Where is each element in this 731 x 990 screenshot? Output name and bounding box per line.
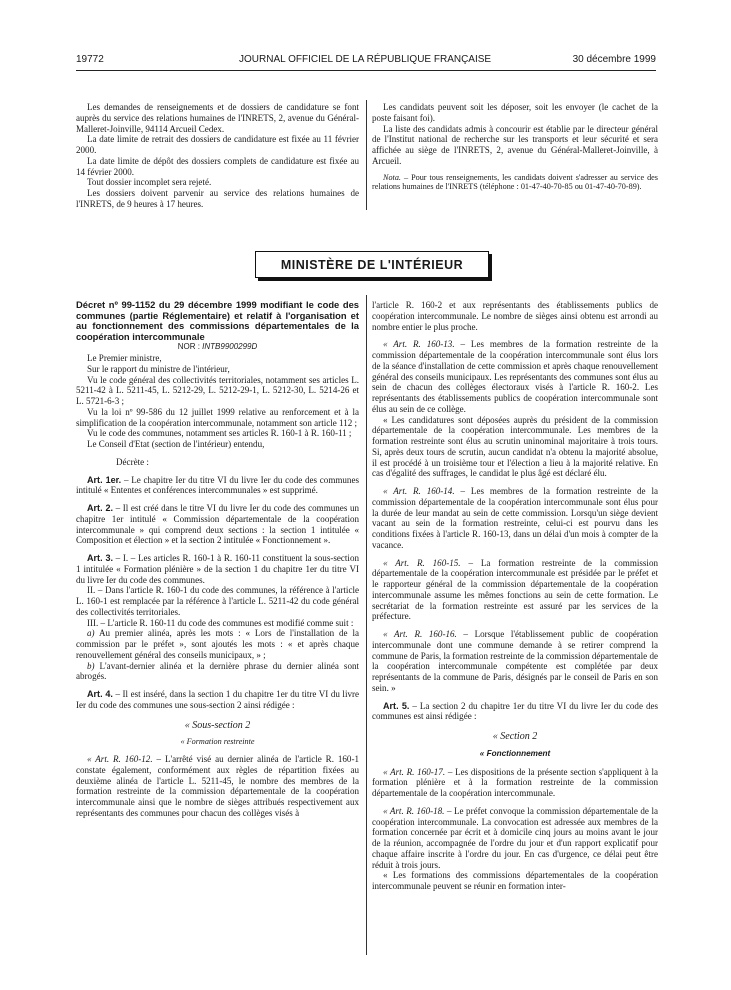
top-left-column [76,102,359,210]
article-r160-15 [372,558,658,623]
main-left-column [76,300,359,819]
article-text: – La formation restreinte de la commission départementale de la coopération intercommunale est présidée par le préfet et le rapporteur général de la commission départementale de la coopération intercommunale assume les mêmes fonctions au sein de cette formation. Le secrétariat de la formation restreinte est assuré par les services de la préfecture. [372,557,658,622]
article-text: – I. – Les articles R. 160-1 à R. 160-11 constituent la sous-section 1 intitulée « Formation plénière » de la section 1 du chapitre 1er du titre VI du livre Ier du code des communes. [76,553,359,585]
paragraph: La liste des candidats admis à concourir est établie par le directeur général de l'Institut national de recherche sur les transports et leur sécurité et sera affichée au siège de l'INRETS, 2, avenue du Général-Malleret-Joinville, à Arcueil. [372,123,658,166]
item-label: a) [87,628,95,639]
article-label: Art. 1er. [87,474,122,485]
article-text: – Il est créé dans le titre VI du livre Ier du code des communes un chapitre 1er intitulé « Commission départementale de la coopération intercommunale » qui comprend deux sections : la section 1 intitulée « Composition et élection » et la section 2 intitulée « Fonctionnement ». [76,503,359,546]
top-right-column [372,102,658,192]
nor-label: NOR : [177,342,203,352]
paragraph: Les dossiers doivent parvenir au service des relations humaines de l'INRETS, de 9 heures à 17 heures. [76,188,359,209]
paragraph: III. – L'article R. 160-11 du code des communes est modifié comme suit : [87,617,354,628]
preamble-line: Sur le rapport du ministre de l'intérieur, [87,363,230,374]
article-text: – Il est inséré, dans la section 1 du chapitre 1er du titre VI du livre Ier du code des communes une sous-section 2 ainsi rédigée : [76,689,360,710]
article-text: – Les membres de la formation restreinte de la commission départementale de la coopération intercommunale sont élus lors de la séance d'installation de cette commission et après chaque renouvellement général des conseils municipaux. Les représentants des communes sont élus au sein de chacun des collèges électoraux visés à l'article R. 160-2. Les représentants des établissements publics de coopération intercommunale sont élus au sein de ce collège. [372,339,658,414]
article-1 [76,475,359,497]
column-divider [366,100,367,210]
article-4 [76,689,359,711]
journal-title: JOURNAL OFFICIEL DE LA RÉPUBLIQUE FRANÇAISE [239,54,492,65]
preamble-line: Vu le code général des collectivités territoriales, notamment ses articles L. 5211-42 à L. 5211-45, L. 5212-29, L. 5212-29-1, L. 5212-30, L. 5214-26 et L. 5721-6-3 ; [76,374,359,407]
nor-value: INTB9900299D [202,342,258,352]
nota-paragraph [372,173,658,192]
section-subheading: « Fonctionnement [479,748,551,758]
paragraph: La date limite de dépôt des dossiers complets de candidature est fixée au 14 février 2000. [76,155,359,177]
article-label: Art. 5. [383,700,410,711]
nota-label: Nota. [383,172,401,182]
article-label: Art. 2. [87,503,113,514]
article-label: « Art. R. 160-15. [383,557,461,568]
section-heading: « Section 2 [492,731,538,742]
article-text: – La section 2 du chapitre 1er du titre VI du livre Ier du code des communes est ainsi rédigée : [372,700,659,722]
issue-date: 30 décembre 1999 [572,54,656,65]
paragraph: Les demandes de renseignements et de dossiers de candidature se font auprès du service des relations humaines de l'INRETS, 2, avenue du Général-Malleret-Joinville, 94114 Arcueil Cedex. [76,102,359,134]
nor-reference [76,342,359,353]
article-2 [76,503,359,546]
article-label: « Art. R. 160-17. [383,766,446,777]
preamble-line: Le Conseil d'Etat (section de l'intérieur) entendu, [87,439,265,450]
article-r160-18 [372,806,658,871]
article-text: – L'arrêté visé au dernier alinéa de l'article R. 160-1 constate également, conformément aux règles de répartition fixées au deuxième alinéa de l'article L. 5211-45, le nombre des membres de la formation restreinte de la commission départementale de la coopération intercommunale ainsi que le nombre de sièges attribués respectivement aux représentants des communes pour chacun des collèges visés à [76,754,359,818]
sous-section-subheading: « Formation restreinte [180,737,255,747]
preamble-line: Vu le code des communes, notamment ses articles R. 160-1 à R. 160-11 ; [87,428,352,439]
article-label: « Art. R. 160-13. [383,339,455,350]
paragraph: Tout dossier incomplet sera rejeté. [87,177,212,188]
main-right-column [372,300,658,892]
paragraph [76,661,359,683]
paragraph: La date limite de retrait des dossiers de candidature est fixée au 11 février 2000. [76,134,359,155]
article-r160-12 [76,754,359,819]
decrete-line: Décrète : [116,456,149,467]
article-r160-17 [372,767,658,799]
article-text: – Le préfet convoque la commission départementale de la coopération intercommunale. La convocation est adressée aux membres de la formation concernée par écrit et à domicile cinq jours au moins avant le jour de la réunion, accompagnée de l'ordre du jour et d'un rapport explicatif pour chaque affaire inscrite à l'ordre du jour. En cas d'urgence, ce délai peut être réduit à trois jours. [372,805,658,870]
decree-title: Décret nº 99-1152 du 29 décembre 1999 modifiant le code des communes (partie Réglementaire) et relatif à l'organisation et au fonctionnement des commissions départementales de la coopération intercommunale [76,299,359,342]
article-label: « Art. R. 160-12. [87,754,153,765]
item-text: Au premier alinéa, après les mots : « Lors de l'installation de la commission par le préfet », sont ajoutés les mots : « et après chaque renouvellement général des conseils municipaux, » ; [76,628,359,660]
paragraph: « Les candidatures sont déposées auprès du président de la commission départementale de la coopération intercommunale. Les membres de la formation restreinte sont élus au scrutin uninominal majoritaire à trois tours. Si, après deux tours de scrutin, aucun candidat n'a obtenu la majorité absolue, il est procédé à un troisième tour et l'élection a lieu à la majorité relative. En cas d'égalité des suffrages, le candidat le plus âgé est déclaré élu. [372,414,658,479]
article-r160-16 [372,629,658,694]
ministry-heading: MINISTÈRE DE L'INTÉRIEUR [255,251,489,278]
article-text: – Le chapitre Ier du titre VI du livre Ier du code des communes intitulé « Ententes et conférences intercommunales » est supprimé. [76,474,359,496]
article-3 [76,553,359,585]
paragraph: « Les formations des commissions départementales de la coopération intercommunale peuvent se réunir en formation inter- [372,870,658,891]
article-5 [372,701,658,723]
column-divider [366,295,367,955]
paragraph: Les candidats peuvent soit les déposer, soit les envoyer (le cachet de la poste faisant foi). [372,102,658,123]
article-label: « Art. R. 160-16. [383,629,457,639]
item-label: b) [87,660,95,671]
nota-text: – Pour tous renseignements, les candidats doivent s'adresser au service des relations humaines de l'INRETS (téléphone : 01-47-40-70-85 ou 01-47-40-70-89). [372,172,658,192]
article-label: Art. 4. [87,689,113,700]
article-text: – Lorsque l'établissement public de coopération intercommunale dont une commune demande à se retirer comprend la commune de Paris, la formation restreinte de la commission départementale de la coopération intercommunale compétente est complétée par deux représentants de la commune de Paris, désignés par le conseil de Paris en son sein. » [372,629,658,693]
paragraph [76,628,359,660]
page-header [76,54,656,71]
paragraph: l'article R. 160-2 et aux représentants des établissements publics de coopération intercommunale. Le nombre de sièges ainsi obtenu est arrondi au nombre entier le plus proche. [372,300,658,332]
article-r160-14 [372,486,658,551]
page-number: 19772 [76,54,104,65]
article-r160-13 [372,339,658,414]
article-label: « Art. R. 160-18. [383,805,445,816]
preamble-line: Le Premier ministre, [87,353,162,364]
article-label: « Art. R. 160-14. [383,486,455,496]
paragraph: II. – Dans l'article R. 160-1 du code des communes, la référence à l'article L. 160-1 est remplacée par la référence à l'article L. 5211-42 du code général des collectivités territoriales. [76,585,359,617]
article-text: – Les membres de la formation restreinte de la commission départementale de la coopération intercommunale sont élus pour la durée de leur mandat au sein de cette commission. Lorsqu'un siège devient vacant au sein de la formation restreinte, celui-ci est pourvu dans les conditions fixées à l'article R. 160-13, dans un délai d'un mois à compter de la vacance. [372,486,658,550]
sous-section-heading: « Sous-section 2 [184,719,251,731]
item-text: L'avant-dernier alinéa et la dernière phrase du dernier alinéa sont abrogés. [76,660,359,682]
article-text: – Les dispositions de la présente section s'appliquent à la formation plénière et à la formation restreinte de la commission départementale de la coopération intercommunale. [372,766,658,798]
preamble-line: Vu la loi nº 99-586 du 12 juillet 1999 relative au renforcement et à la simplification de la coopération intercommunale, notamment son article 112 ; [76,406,359,428]
article-label: Art. 3. [87,553,114,564]
